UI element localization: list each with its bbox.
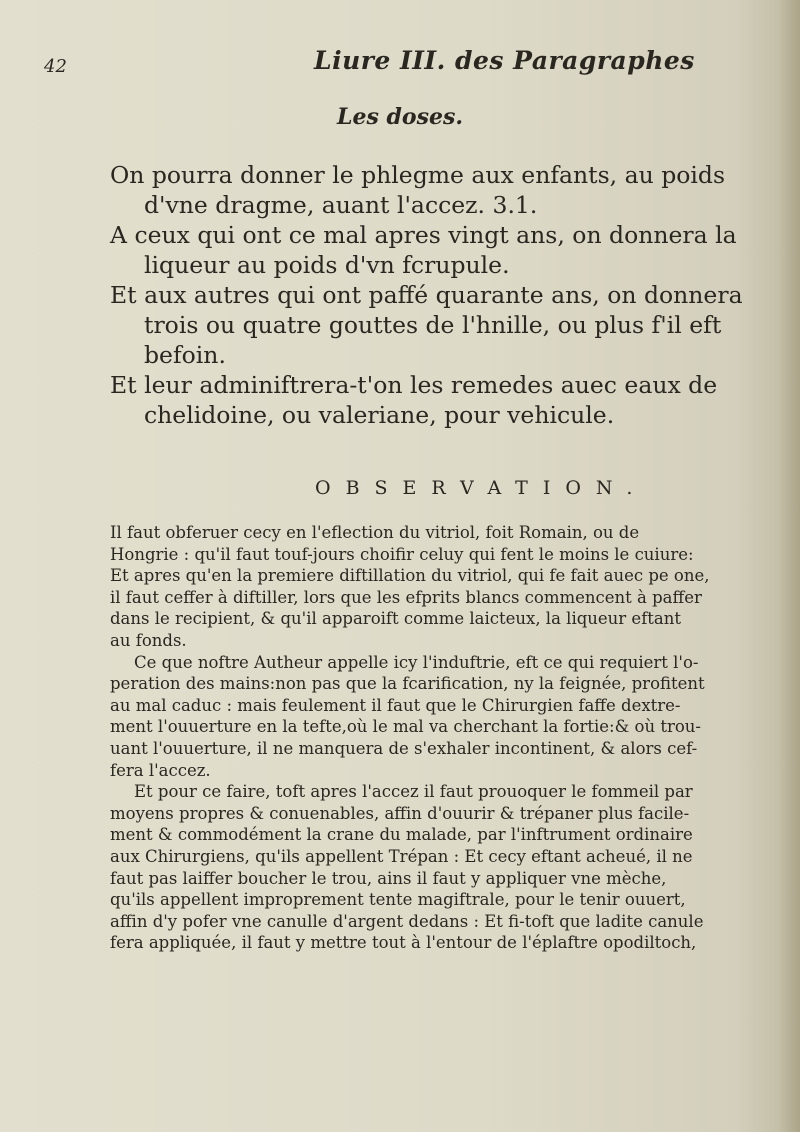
note-line: Et apres qu'en la premiere diftillation du vitriol, qui fe fait auec pe one, — [110, 566, 710, 586]
note-line: fera l'accez. — [110, 760, 211, 780]
note-line: fera appliquée, il faut y mettre tout à l'entour de l'éplaftre opodiltoch, — [110, 933, 697, 953]
note-line: uant l'ouuerture, il ne manquera de s'exhaler incontinent, & alors cef- — [110, 738, 698, 758]
section-title: Les doses. — [337, 104, 463, 130]
note-line: ment l'ouuerture en la tefte,où le mal va cherchant la fortie:& où trou- — [110, 717, 701, 737]
note-line: moyens propres & conuenables, affin d'ouurir & trépaner plus facile- — [110, 803, 690, 823]
paragraph-line: befoin. — [144, 341, 226, 369]
note-line: au fonds. — [110, 630, 187, 650]
paragraph-line: trois ou quatre gouttes de l'hnille, ou plus f'il eft — [144, 311, 722, 339]
paragraph-line: liqueur au poids d'vn fcrupule. — [144, 251, 510, 279]
note-line: Hongrie : qu'il faut touf-jours choifir celuy qui fent le moins le cuiure: — [110, 544, 694, 564]
note-line: faut pas laiffer boucher le trou, ains il faut y appliquer vne mèche, — [110, 868, 667, 888]
running-head — [44, 46, 744, 86]
observation-heading: OBSERVATION. — [315, 477, 648, 499]
observation-notes — [110, 522, 760, 954]
paragraph-line: Et aux autres qui ont paffé quarante ans, on donnera — [110, 281, 743, 309]
note-line: peration des mains:non pas que la fcarification, ny la feignée, profitent — [110, 674, 705, 694]
paragraph-line: A ceux qui ont ce mal apres vingt ans, on donnera la — [110, 221, 737, 249]
paragraph-line: chelidoine, ou valeriane, pour vehicule. — [144, 401, 615, 429]
note-line: Ce que noftre Autheur appelle icy l'induftrie, eft ce qui requiert l'o- — [134, 652, 699, 672]
note-line: ment & commodément la crane du malade, par l'inftrument ordinaire — [110, 825, 693, 845]
note-line: affin d'y pofer vne canulle d'argent dedans : Et fi-toft que ladite canule — [110, 911, 704, 931]
page-number: 42 — [44, 56, 67, 77]
doses-paragraphs — [110, 160, 750, 430]
note-line: Il faut obferuer cecy en l'eflection du vitriol, foit Romain, ou de — [110, 523, 640, 542]
note-line: qu'ils appellent improprement tente magiftrale, pour le tenir ouuert, — [110, 890, 686, 910]
note-line: il faut ceffer à diftiller, lors que les efprits blancs commencent à paffer — [110, 587, 702, 607]
note-line: aux Chirurgiens, qu'ils appellent Trépan : Et cecy eftant acheué, il ne — [110, 846, 693, 866]
note-line: Et pour ce faire, toft apres l'accez il faut prouoquer le fommeil par — [134, 782, 693, 802]
paragraph-line: d'vne dragme, auant l'accez. 3.1. — [144, 191, 538, 219]
running-title: Liure III. des Paragraphes — [314, 46, 695, 75]
note-line: dans le recipient, & qu'il apparoift comme laicteux, la liqueur eftant — [110, 609, 682, 629]
page-edge-shadow — [778, 0, 800, 1132]
paragraph-line: Et leur adminiftrera-t'on les remedes auec eaux de — [110, 371, 718, 399]
paragraph-line: On pourra donner le phlegme aux enfants, au poids — [110, 161, 726, 189]
note-line: au mal caduc : mais feulement il faut que le Chirurgien faffe dextre- — [110, 695, 681, 715]
